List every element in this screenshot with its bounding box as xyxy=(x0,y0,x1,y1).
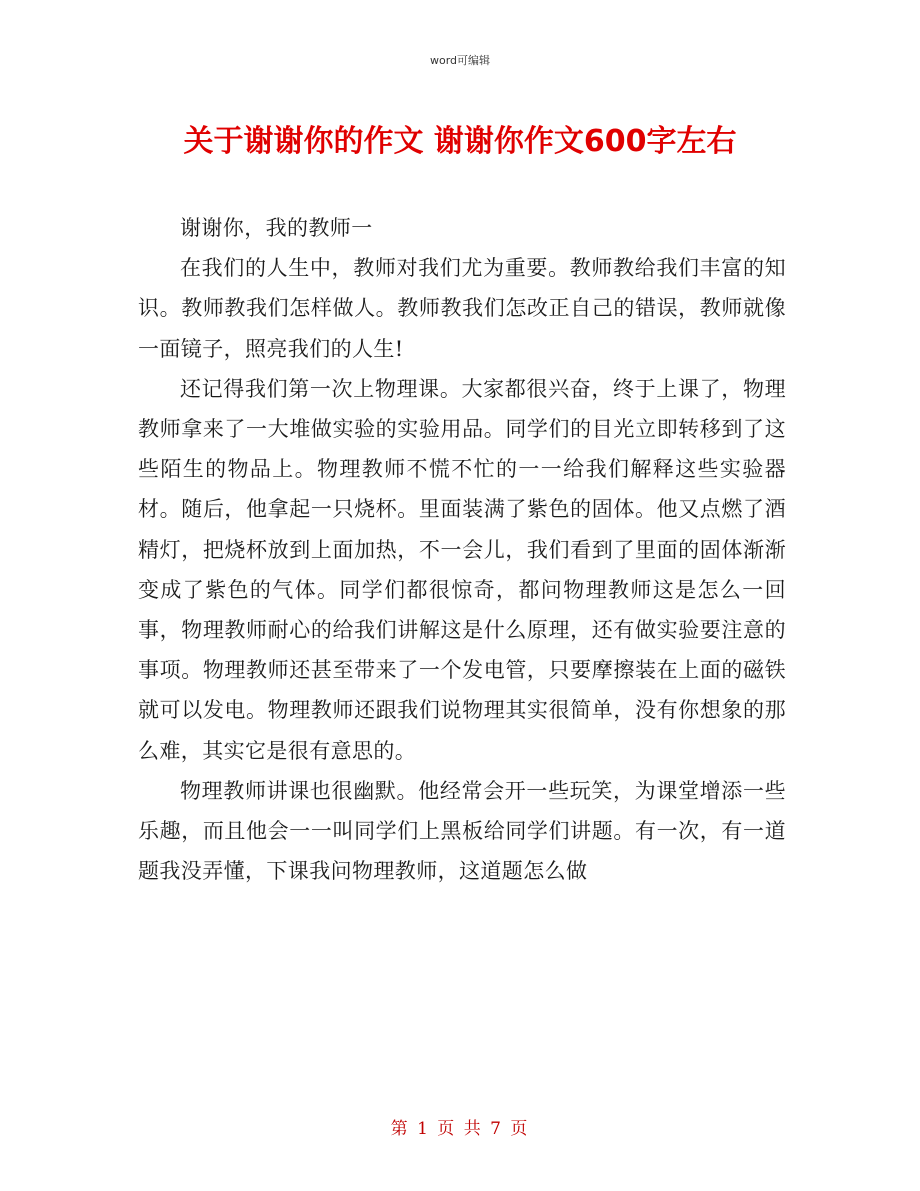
paragraph-intro: 在我们的人生中，教师对我们尤为重要。教师教给我们丰富的知识。教师教我们怎样做人。教师教我们怎改正自己的错误，教师就像一面镜子，照亮我们的人生! xyxy=(138,256,786,361)
document-body xyxy=(138,208,786,891)
paragraph-humor: 物理教师讲课也很幽默。他经常会开一些玩笑，为课堂增添一些乐趣，而且他会一一叫同学们上黑板给同学们讲题。有一次，有一道题我没弄懂，下课我问物理教师，这道题怎么做 xyxy=(138,778,786,884)
paragraph-physics-class: 还记得我们第一次上物理课。大家都很兴奋，终于上课了，物理教师拿来了一大堆做实验的实验用品。同学们的目光立即转移到了这些陌生的物品上。物理教师不慌不忙的一一给我们解释这些实验器材。随后，他拿起一只烧杯。里面装满了紫色的固体。他又点燃了酒精灯，把烧杯放到上面加热，不一会儿，我们看到了里面的固体渐渐变成了紫色的气体。同学们都很惊奇，都问物理教师这是怎么一回事，物理教师耐心的给我们讲解这是什么原理，还有做实验要注意的事项。物理教师还甚至带来了一个发电管，只要摩擦装在上面的磁铁就可以发电。物理教师还跟我们说物理其实很简单，没有你想象的那么难，其实它是很有意思的。 xyxy=(138,376,786,763)
document-title: 关于谢谢你的作文 谢谢你作文600字左右 xyxy=(183,124,737,159)
paragraph-greeting: 谢谢你，我的教师一 xyxy=(180,216,373,240)
header-note: word可编辑 xyxy=(429,54,491,67)
page-number: 第 1 页 共 7 页 xyxy=(390,1119,530,1139)
